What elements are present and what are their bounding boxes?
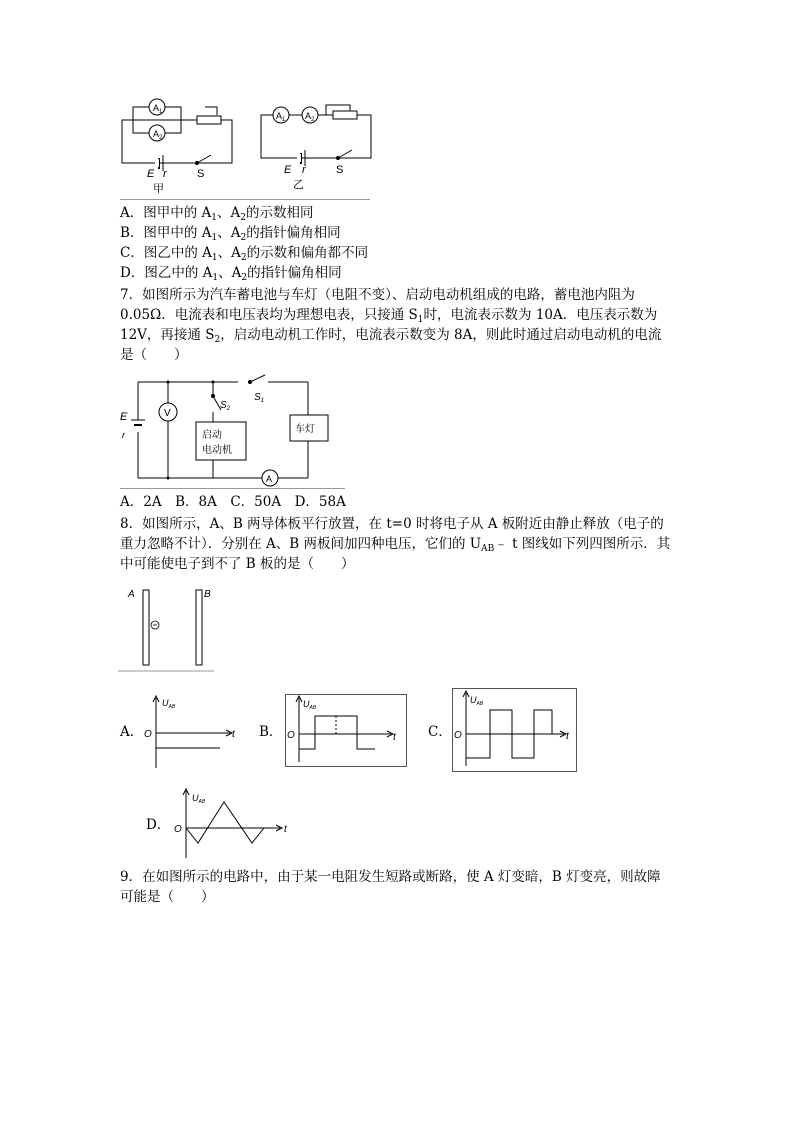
plate-a-label: A	[128, 589, 135, 600]
circuit-figure-yi	[258, 103, 378, 193]
q6-option-d: D．图乙中的 $A_1$、$A_2$的指针偏角相同	[120, 265, 342, 283]
graph-option-b	[285, 694, 409, 769]
graph-d-origin: O	[174, 824, 182, 835]
q6-option-b: B．图甲中的 $A_1$、$A_2$的指针偏角相同	[120, 225, 341, 243]
switch-label-yi: S	[336, 164, 344, 176]
figure-label-jia: 甲	[153, 183, 164, 195]
graph-c-x-label: t	[566, 731, 569, 742]
q8-option-c-label: C．	[428, 724, 452, 740]
q7-emf-label: E	[120, 411, 128, 423]
q6-option-c: C．图乙中的 $A_1$、$A_2$的示数和偏角都不同	[120, 245, 369, 263]
emf-label-yi: E	[284, 164, 292, 176]
q8-stem-line2: 重力忽略不计）．分别在 A、B 两板间加四种电压，它们的 $U_{AB}﹣$ t 图线如下列四图所示．其	[120, 536, 671, 554]
parallel-plates-figure	[118, 585, 218, 675]
graph-c-y-label: $U_{AB}$	[470, 695, 484, 707]
switch-s2-label: $S_2$	[220, 400, 231, 412]
motor-label-line1: 启动	[202, 430, 222, 441]
q8-stem-line1: 8．如图所示，A、B 两导体板平行放置，在 t=0 时将电子从 A 板附近由静止释放（电子的	[120, 516, 664, 532]
graph-option-c	[452, 688, 578, 773]
graph-b-y-label: $U_{AB}$	[303, 699, 317, 711]
voltmeter-label: V	[164, 408, 171, 419]
internal-resistance-label: r	[163, 168, 167, 180]
q8-option-b-label: B．	[259, 724, 283, 740]
q9-stem-line1: 9．在如图所示的电路中，由于某一电阻发生短路或断路，使 A 灯变暗，B 灯变亮，则故障	[120, 869, 661, 885]
internal-resistance-label-yi: r	[302, 164, 306, 176]
ammeter-a1-label-yi: $A_1$	[276, 111, 286, 123]
q7-stem-line3: 12V，再接通 $S_2$，启动电动机工作时，电流表示数变为 8A，则此时通过启动电动机的电流	[120, 327, 662, 345]
q7-stem-line4: 是（ ）	[120, 347, 188, 363]
figure-underline	[120, 199, 370, 200]
q7-figure-underline	[120, 488, 345, 489]
graph-a-y-label: $U_{AB}$	[162, 698, 176, 710]
ammeter-a2-label-yi: $A_2$	[305, 111, 315, 123]
switch-label: S	[197, 168, 205, 180]
q6-option-a: A．图甲中的 $A_1$、$A_2$的示数相同	[120, 205, 314, 223]
graph-b-origin: O	[287, 730, 295, 741]
emf-label: E	[147, 168, 155, 180]
circuit-figure-jia	[115, 95, 245, 200]
q8-option-d-label: D．	[146, 817, 171, 833]
graph-b-x-label: t	[393, 732, 396, 743]
graph-option-a	[142, 693, 242, 771]
motor-label-line2: 电动机	[202, 445, 232, 456]
q8-option-a-label: A．	[120, 724, 144, 740]
q7-circuit-figure	[118, 370, 343, 490]
graph-c-origin: O	[454, 730, 462, 741]
ammeter-a1-label: $A_1$	[153, 103, 163, 115]
q7-stem-line1: 7．如图所示为汽车蓄电池与车灯（电阻不变）、启动电动机组成的电路，蓄电池内阻为	[120, 287, 635, 303]
plate-b-label: B	[204, 589, 211, 600]
q7-stem-line2: 0.05Ω．电流表和电压表均为理想电表，只接通 $S_1$时，电流表示数为 10A．电压表示数为	[120, 307, 658, 325]
lamp-label: 车灯	[295, 424, 315, 435]
q7-r-label: r	[122, 430, 125, 440]
q7-options: A．2A B．8A C．50A D．58A	[120, 494, 346, 510]
ammeter-label: A	[266, 474, 273, 484]
q8-stem-line3: 中可能使电子到不了 B 板的是（ ）	[120, 556, 355, 572]
q9-stem-line2: 可能是（ ）	[120, 889, 215, 905]
ammeter-a2-label: $A_2$	[153, 129, 163, 141]
graph-a-x-label: t	[232, 729, 235, 740]
graph-d-y-label: $U_{AB}$	[192, 793, 206, 805]
graph-d-x-label: t	[284, 824, 287, 835]
figure-label-yi: 乙	[293, 179, 304, 191]
graph-option-d	[172, 788, 296, 860]
graph-a-origin: O	[144, 729, 152, 740]
switch-s1-label: $S_1$	[254, 392, 265, 404]
